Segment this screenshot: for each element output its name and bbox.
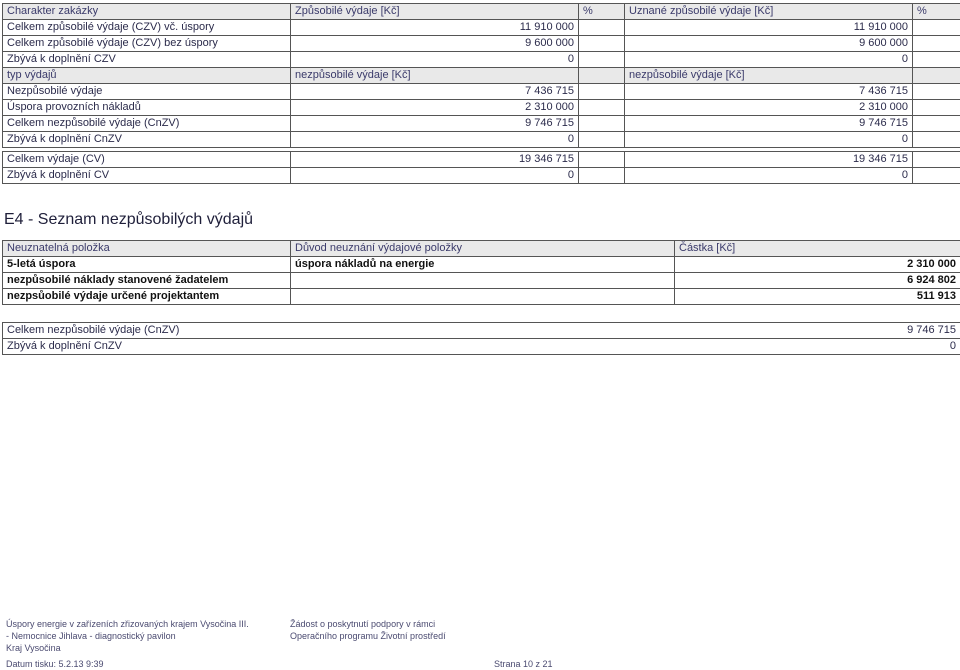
row-value-2: 9 600 000 <box>625 36 913 52</box>
row-percent-1 <box>579 52 625 68</box>
row-value-1: 2 310 000 <box>291 100 579 116</box>
total-value: 9 746 715 <box>675 323 960 339</box>
row-percent-2 <box>913 116 960 132</box>
footer-program <box>290 618 446 642</box>
total-value: 0 <box>675 339 960 355</box>
item-amount: 511 913 <box>675 289 960 305</box>
section-title: E4 - Seznam nezpůsobilých výdajů <box>4 211 254 228</box>
summary-table <box>2 3 960 184</box>
table-row <box>3 132 960 148</box>
row-value-2: 2 310 000 <box>625 100 913 116</box>
row-percent-2 <box>913 84 960 100</box>
row-value-2: 19 346 715 <box>625 152 913 168</box>
row-value-2: 11 910 000 <box>625 20 913 36</box>
item-name: 5-letá úspora <box>3 257 291 273</box>
row-percent-1 <box>579 132 625 148</box>
row-percent-1 <box>579 100 625 116</box>
row-label: Zbývá k doplnění CV <box>3 168 291 184</box>
type-col-1: nezpůsobilé výdaje [Kč] <box>291 68 579 84</box>
row-value-2: 0 <box>625 168 913 184</box>
row-label: Zbývá k doplnění CnZV <box>3 132 291 148</box>
header-percent-2: % <box>913 4 960 20</box>
footer-project-line-1: Úspory energie v zařízeních zřizovaných krajem Vysočina III. <box>6 619 249 629</box>
item-name: nezpůsobilé náklady stanovené žadatelem <box>3 273 291 289</box>
header-item: Neuznatelná položka <box>3 241 291 257</box>
row-value-2: 9 746 715 <box>625 116 913 132</box>
item-reason <box>291 273 675 289</box>
item-reason <box>291 289 675 305</box>
row-value-1: 7 436 715 <box>291 84 579 100</box>
row-label: Úspora provozních nákladů <box>3 100 291 116</box>
table-row <box>3 116 960 132</box>
row-percent-1 <box>579 20 625 36</box>
table-row <box>3 36 960 52</box>
row-value-1: 0 <box>291 168 579 184</box>
row-percent-2 <box>913 36 960 52</box>
summary-header-row <box>3 4 960 20</box>
header-amount: Částka [Kč] <box>675 241 960 257</box>
row-label: Zbývá k doplnění CZV <box>3 52 291 68</box>
header-percent-1: % <box>579 4 625 20</box>
row-value-1: 0 <box>291 52 579 68</box>
row-percent-2 <box>913 152 960 168</box>
type-col-2: nezpůsobilé výdaje [Kč] <box>625 68 913 84</box>
row-value-1: 9 746 715 <box>291 116 579 132</box>
table-row <box>3 20 960 36</box>
row-value-1: 11 910 000 <box>291 20 579 36</box>
header-charakter: Charakter zakázky <box>3 4 291 20</box>
item-reason: úspora nákladů na energie <box>291 257 675 273</box>
table-row <box>3 152 960 168</box>
row-percent-2 <box>913 52 960 68</box>
ineligible-items-table <box>2 240 960 305</box>
item-name: nezpsůobilé výdaje určené projektantem <box>3 289 291 305</box>
footer-project-line-2: - Nemocnice Jihlava - diagnostický pavilon <box>6 631 176 641</box>
row-value-1: 19 346 715 <box>291 152 579 168</box>
items-header-row <box>3 241 960 257</box>
header-reason: Důvod neuznání výdajové položky <box>291 241 675 257</box>
table-row <box>3 84 960 100</box>
row-label: Celkem způsobilé výdaje (CZV) vč. úspory <box>3 20 291 36</box>
row-percent-1 <box>579 36 625 52</box>
row-percent-2 <box>913 132 960 148</box>
table-row <box>3 289 960 305</box>
row-percent-2 <box>913 168 960 184</box>
row-percent-1 <box>579 168 625 184</box>
header-uznane: Uznané způsobilé výdaje [Kč] <box>625 4 913 20</box>
row-value-2: 0 <box>625 52 913 68</box>
table-row <box>3 168 960 184</box>
table-row <box>3 323 960 339</box>
row-value-2: 7 436 715 <box>625 84 913 100</box>
item-amount: 6 924 802 <box>675 273 960 289</box>
footer-program-line-1: Žádost o poskytnutí podpory v rámci <box>290 619 436 629</box>
row-value-1: 9 600 000 <box>291 36 579 52</box>
item-amount: 2 310 000 <box>675 257 960 273</box>
footer-print-date: Datum tisku: 5.2.13 9:39 <box>6 659 104 669</box>
table-row <box>3 100 960 116</box>
table-row <box>3 257 960 273</box>
row-value-2: 0 <box>625 132 913 148</box>
row-percent-2 <box>913 100 960 116</box>
total-label: Zbývá k doplnění CnZV <box>3 339 675 355</box>
row-label: Celkem nezpůsobilé výdaje (CnZV) <box>3 116 291 132</box>
table-row <box>3 339 960 355</box>
type-row <box>3 68 960 84</box>
row-percent-1 <box>579 116 625 132</box>
row-percent-1 <box>579 152 625 168</box>
row-value-1: 0 <box>291 132 579 148</box>
footer-project-line-3: Kraj Vysočina <box>6 643 61 653</box>
row-label: Celkem výdaje (CV) <box>3 152 291 168</box>
table-row <box>3 52 960 68</box>
header-zpusobile: Způsobilé výdaje [Kč] <box>291 4 579 20</box>
row-label: Nezpůsobilé výdaje <box>3 84 291 100</box>
type-label: typ výdajů <box>3 68 291 84</box>
table-row <box>3 273 960 289</box>
totals-table <box>2 322 960 355</box>
row-percent-1 <box>579 84 625 100</box>
total-label: Celkem nezpůsobilé výdaje (CnZV) <box>3 323 675 339</box>
footer-project <box>6 618 249 654</box>
type-percent-2 <box>913 68 960 84</box>
footer-page-number: Strana 10 z 21 <box>494 659 553 669</box>
row-percent-2 <box>913 20 960 36</box>
footer-program-line-2: Operačního programu Životní prostředí <box>290 631 446 641</box>
type-percent-1 <box>579 68 625 84</box>
row-label: Celkem způsobilé výdaje (CZV) bez úspory <box>3 36 291 52</box>
